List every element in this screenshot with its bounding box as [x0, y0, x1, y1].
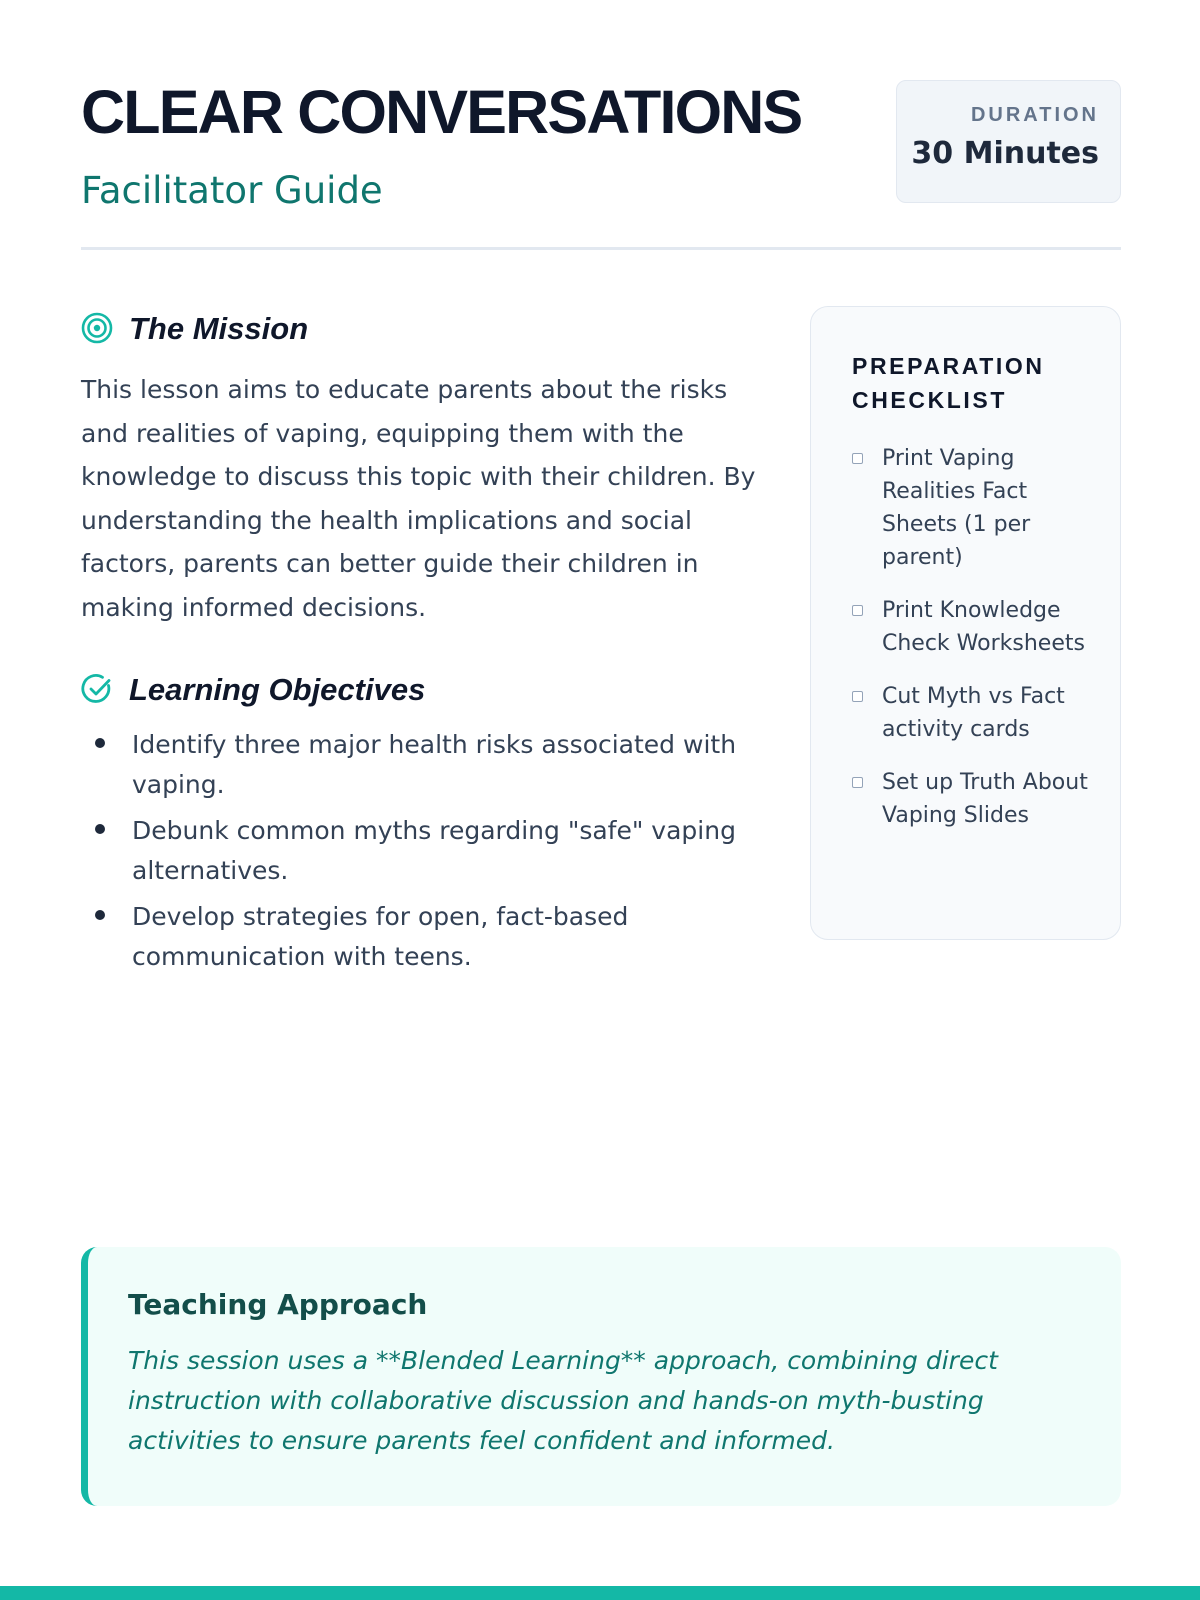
checklist-item[interactable] [852, 766, 1096, 832]
checklist-item-text: Print Knowledge Check Worksheets [882, 598, 1085, 656]
checklist-item-text: Cut Myth vs Fact activity cards [882, 684, 1065, 742]
duration-value: 30 Minutes [911, 136, 1099, 171]
objectives-list [94, 725, 754, 983]
objective-text: Identify three major health risks associated with vaping. [132, 730, 737, 799]
list-item [94, 811, 754, 891]
checkbox[interactable] [852, 777, 863, 788]
footer-accent-bar [0, 1586, 1200, 1600]
bullet-icon [95, 910, 105, 920]
mission-heading [81, 312, 308, 344]
objectives-title: Learning Objectives [129, 671, 426, 707]
checklist-items [852, 442, 1096, 832]
teaching-approach-text: This session uses a **Blended Learning** approach, combining direct instruction with collaborative discussion and hands-on myth-busting activities to ensure parents feel confident and informed. [128, 1346, 998, 1455]
objective-text: Debunk common myths regarding "safe" vaping alternatives. [132, 816, 736, 885]
list-item [94, 725, 754, 805]
checklist-item[interactable] [852, 680, 1096, 746]
page-subtitle: Facilitator Guide [81, 169, 383, 212]
checklist-item-text: Print Vaping Realities Fact Sheets (1 per parent) [882, 446, 1031, 570]
objective-text: Develop strategies for open, fact-based communication with teens. [132, 902, 629, 971]
facilitator-guide-page [81, 0, 1121, 1600]
objectives-heading [81, 673, 425, 705]
mission-title: The Mission [129, 310, 309, 346]
list-item [94, 897, 754, 977]
teaching-approach-title: Teaching Approach [128, 1288, 428, 1321]
page-title: CLEAR CONVERSATIONS [81, 78, 802, 146]
target-icon [81, 312, 113, 344]
checklist-title: PREPARATION CHECKLIST [852, 353, 1045, 413]
checkbox[interactable] [852, 453, 863, 464]
mission-text: This lesson aims to educate parents about the risks and realities of vaping, equipping them with the knowledge to discuss this topic with their children. By understanding the health implications and social factors, parents can better guide their children in making informed decisions. [81, 375, 756, 622]
preparation-checklist [810, 306, 1121, 940]
checklist-item[interactable] [852, 442, 1096, 574]
teaching-approach-callout [81, 1247, 1121, 1506]
check-circle-icon [81, 673, 113, 705]
checkbox[interactable] [852, 691, 863, 702]
bullet-icon [95, 738, 105, 748]
bullet-icon [95, 824, 105, 834]
checklist-item-text: Set up Truth About Vaping Slides [882, 770, 1088, 828]
checkbox[interactable] [852, 605, 863, 616]
checklist-item[interactable] [852, 594, 1096, 660]
duration-badge [896, 80, 1121, 203]
header-divider [81, 247, 1121, 250]
duration-label: DURATION [970, 104, 1099, 126]
